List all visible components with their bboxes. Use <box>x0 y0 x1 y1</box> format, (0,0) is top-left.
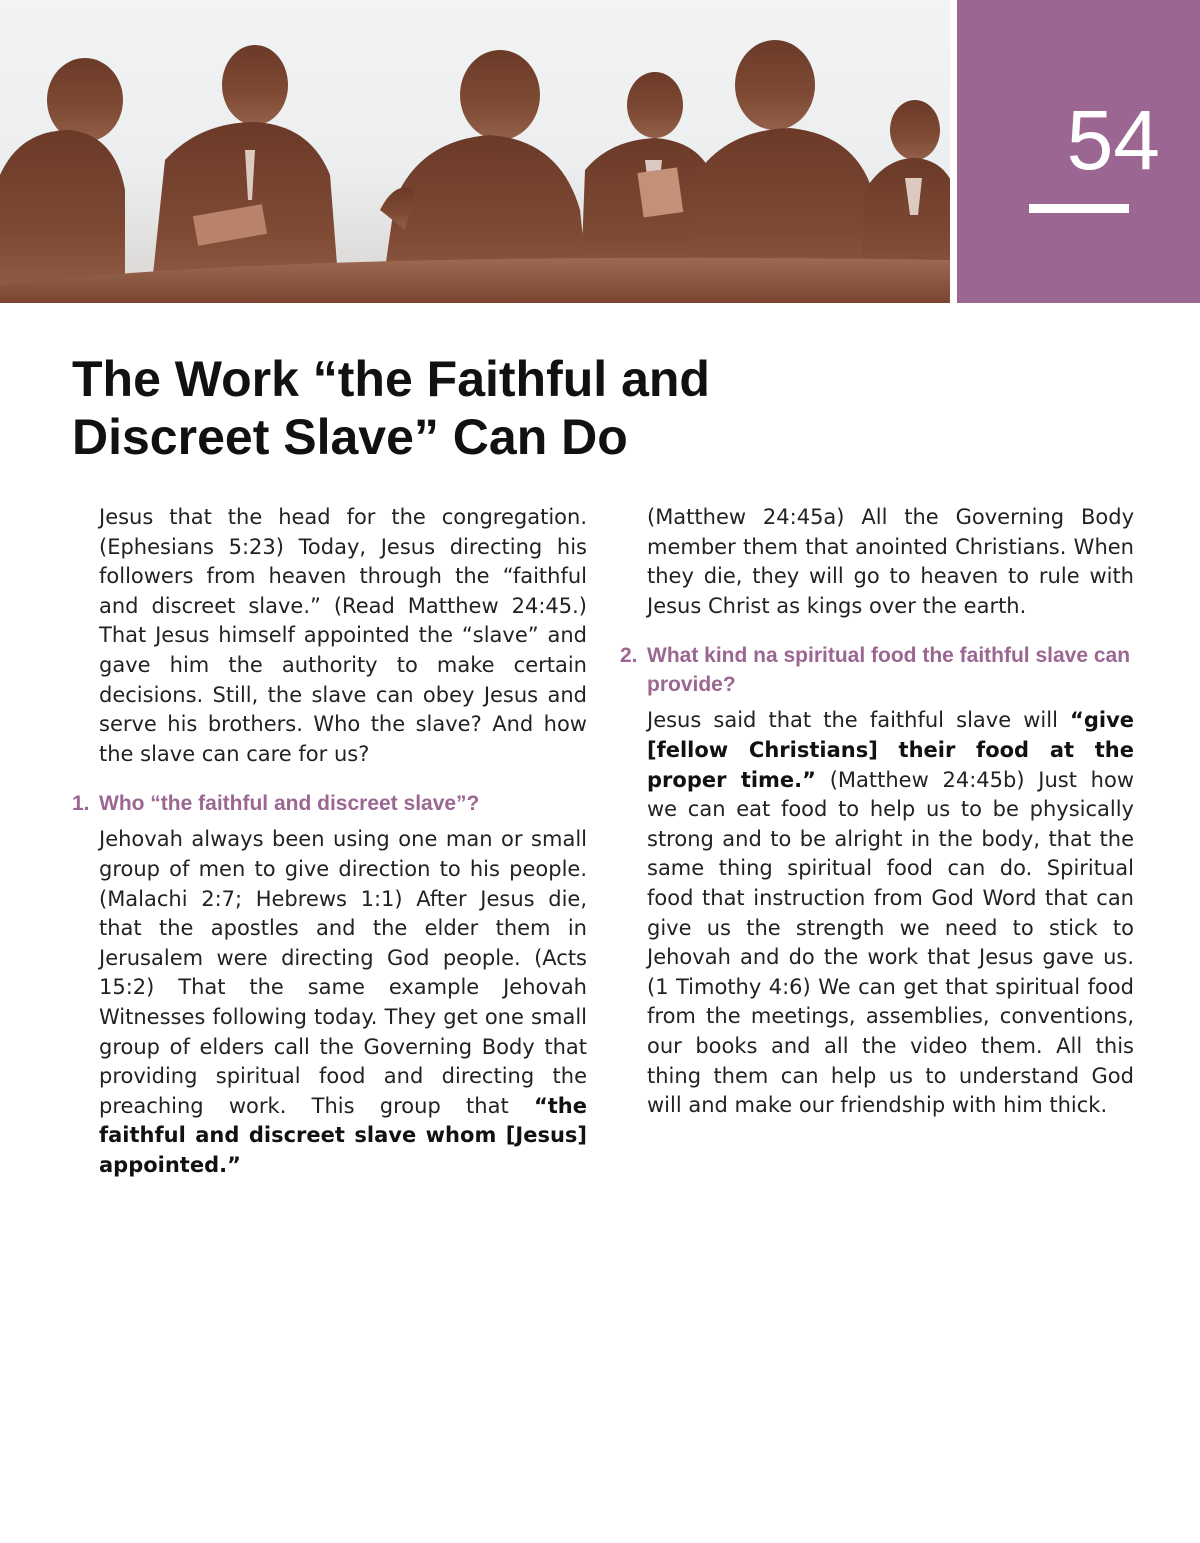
men-at-table-illustration <box>0 0 950 303</box>
lesson-title-line1: The Work “the Faithful and <box>72 351 710 407</box>
answer-1-paragraph <box>72 825 587 1180</box>
answer-1-continued <box>620 503 1134 621</box>
question-2-text: What kind na spiritual food the faithful slave can provide? <box>647 644 1131 697</box>
answer-2-paragraph <box>620 706 1134 1120</box>
lesson-title <box>72 350 832 466</box>
intro-paragraph: Jesus that the head for the congregation. (Ephesians 5:23) Today, Jesus directing his followers from heaven through the “faithful and discreet slave.” (Read Matthew 24:45.) That Jesus himself appointed the “slave” and gave him the authority to make certain decisions. Still, the slave can obey Jesus and serve his brothers. Who the slave? And how the slave can care for us? <box>99 505 587 766</box>
answer-2-quote: “give [fellow Christians] their food at the proper time.” <box>647 708 1134 792</box>
lesson-title-line2: Discreet Slave” Can Do <box>72 409 628 465</box>
question-2-number: 2. <box>620 644 638 668</box>
chapter-number: 54 <box>1066 93 1160 187</box>
question-1-text: Who “the faithful and discreet slave”? <box>99 792 480 816</box>
right-column <box>620 503 1134 1121</box>
question-1-number: 1. <box>72 792 90 816</box>
answer-1-quote: “the faithful and discreet slave whom [Jesus] appointed.” <box>99 1093 587 1177</box>
answer-1-text-continued: (Matthew 24:45a) All the Governing Body member them that anointed Christians. When they die, they will go to heaven to rule with Jesus Christ as kings over the earth. <box>647 505 1134 618</box>
answer-2-text-continued: (Matthew 24:45b) Just how we can eat food to help us to be physically strong and to be alright in the body, that the same thing spiritual food can do. Spiritual food that instruction from God Word that can give us the strength we need to stick to Jehovah and do the work that Jesus gave us. (1 Timothy 4:6) We can get that spiritual food from the meetings, assemblies, conventions, our books and all the video them. All this thing them can help us to understand God will and make our friendship with him thick. <box>647 767 1134 1118</box>
left-column <box>72 503 587 1180</box>
question-2 <box>620 641 1134 699</box>
answer-2-text: Jesus said that the faithful slave will <box>647 708 1071 733</box>
answer-1-text: Jehovah always been using one man or small group of men to give direction to his people. (Malachi 2:7; Hebrews 1:1) After Jesus die, that the apostles and the elder them in Jerusalem were directing God people. (Acts 15:2) That the same example Jehovah Witnesses following today. They get one small group of elders call the Governing Body that providing spiritual food and directing the preaching work. This group that <box>99 827 587 1118</box>
chapter-underline <box>1029 204 1129 213</box>
question-1 <box>72 789 587 818</box>
chapter-badge <box>957 0 1200 303</box>
header-illustration <box>0 0 950 303</box>
